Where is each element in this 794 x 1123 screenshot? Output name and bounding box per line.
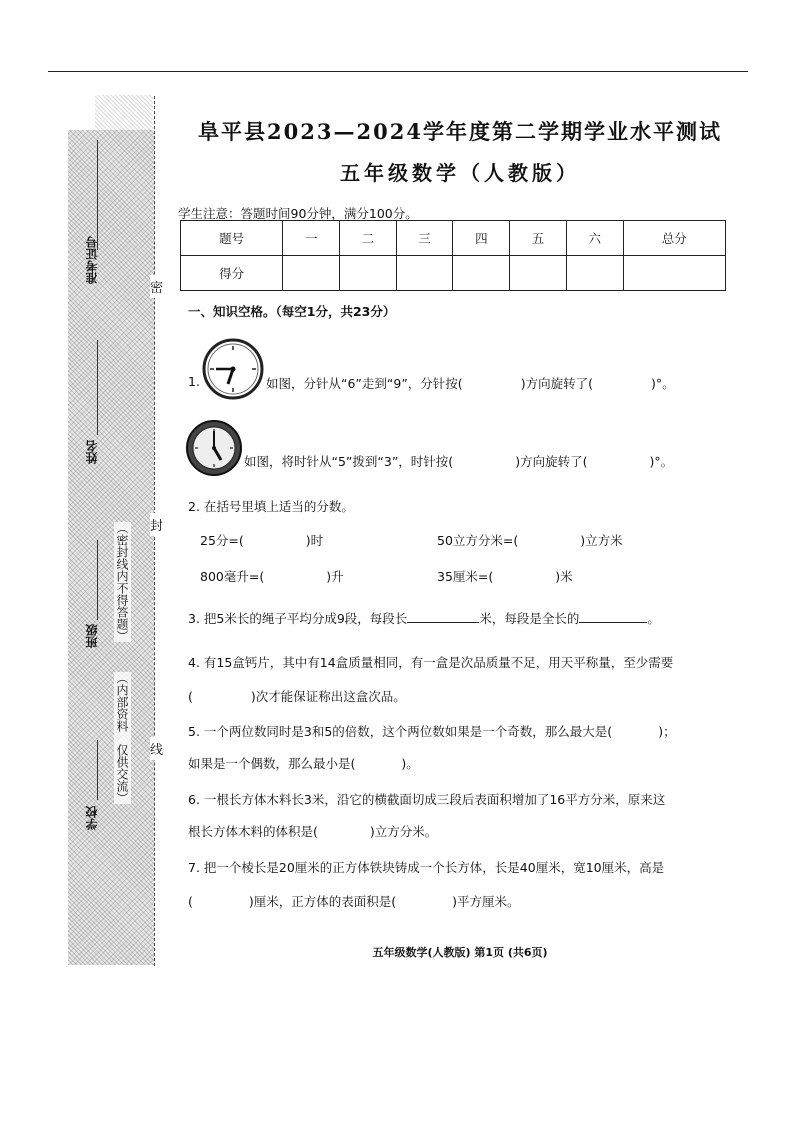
- question-6-line2: [188, 822, 437, 840]
- score-header-cell: 六: [566, 221, 623, 256]
- q2d-part2: )米: [555, 569, 573, 584]
- q3-blank-length[interactable]: [407, 612, 479, 623]
- score-cell[interactable]: [396, 256, 453, 291]
- score-table-header-row: [181, 221, 726, 256]
- student-notice: 学生注意：答题时间90分钟，满分100分。: [178, 206, 418, 221]
- score-cell[interactable]: [340, 256, 397, 291]
- page-subtitle: 五年级数学（人教版）: [340, 161, 580, 185]
- field-label-exam-id: 准考证号: [85, 236, 99, 284]
- q1b-part1: 如图，将时针从“5”拨到“3”，时针按(: [244, 454, 454, 469]
- q2c-part1: 800毫升=(: [200, 569, 265, 584]
- q3-part1: 3. 把5米长的绳子平均分成9段，每段长: [188, 611, 408, 626]
- field-label-school: 学校: [85, 806, 99, 830]
- q5-part2: )；: [658, 724, 676, 739]
- question-4-line2: [188, 687, 406, 705]
- score-header-cell: 二: [340, 221, 397, 256]
- page-title: 阜平县2023—2024学年度第二学期学业水平测试: [198, 119, 722, 144]
- question-3: [188, 609, 660, 627]
- field-label-name: 姓名: [85, 440, 99, 464]
- q2d-part1: 35厘米=(: [437, 569, 494, 584]
- score-cell[interactable]: [453, 256, 510, 291]
- seal-char-feng: 封: [150, 513, 163, 536]
- q2c-part2: )升: [326, 569, 344, 584]
- score-row-label: 得分: [181, 256, 283, 291]
- q6-part2: )立方分米。: [369, 824, 438, 839]
- q4-part1: (: [188, 689, 193, 704]
- question-7-line1: 7. 把一个棱长是20厘米的正方体铁块铸成一个长方体，长是40厘米，宽10厘米，高是: [188, 860, 665, 875]
- score-header-cell: 题号: [181, 221, 283, 256]
- question-4-line1: 4. 有15盒钙片，其中有14盒质量相同，有一盒是次品质量不足，用天平称量，至少需要: [188, 655, 674, 670]
- q3-part3: 。: [647, 611, 660, 626]
- section-1-title: 一、知识空格。（每空1分，共23分）: [188, 304, 396, 319]
- question-2c: [200, 567, 344, 585]
- score-cell[interactable]: [283, 256, 340, 291]
- field-line: [97, 740, 98, 800]
- page-footer: 五年级数学(人教版) 第1页 (共6页): [372, 946, 548, 959]
- q2a-part1: 25分=(: [200, 533, 244, 548]
- clock-icon: [202, 338, 264, 400]
- score-table-score-row: [181, 256, 726, 291]
- q7-part1: (: [188, 894, 193, 909]
- score-header-cell: 一: [283, 221, 340, 256]
- question-1a-text: [266, 374, 675, 392]
- binding-note-internal: （内部资料 仅供交流）: [115, 672, 129, 804]
- question-1-number: 1.: [188, 374, 200, 389]
- q2b-part1: 50立方分米=(: [437, 533, 519, 548]
- score-cell[interactable]: [510, 256, 567, 291]
- q7-part3: )平方厘米。: [452, 894, 520, 909]
- q3-blank-fraction[interactable]: [579, 612, 647, 623]
- binding-note-no-answer: （密封线内不得答题）: [115, 522, 129, 642]
- seal-char-mi: 密: [150, 275, 163, 298]
- q2a-part2: )时: [305, 533, 324, 548]
- question-5-line1: [188, 722, 676, 740]
- q1a-part1: 如图，分针从“6”走到“9”，分针按(: [266, 376, 463, 391]
- score-header-cell: 四: [453, 221, 510, 256]
- score-table: [180, 220, 726, 291]
- q5-part3: 如果是一个偶数，那么最小是(: [188, 756, 356, 771]
- q1b-part3: )°。: [649, 454, 674, 469]
- binding-strip-top: [95, 95, 153, 135]
- score-header-cell: 三: [396, 221, 453, 256]
- question-5-line2: [188, 754, 419, 772]
- score-cell[interactable]: [623, 256, 725, 291]
- field-line: [97, 140, 98, 250]
- q1a-part3: )°。: [650, 376, 675, 391]
- top-rule: [48, 71, 748, 72]
- score-header-cell: 五: [510, 221, 567, 256]
- field-label-class: 班级: [85, 624, 99, 648]
- question-2b: [437, 531, 623, 549]
- q6-part1: 根长方体木料的体积是(: [188, 824, 318, 839]
- question-2a: [200, 531, 323, 549]
- question-6-line1: 6. 一根长方体木料长3米，沿它的横截面切成三段后表面积增加了16平方分米，原来这: [188, 792, 666, 807]
- binding-strip: [68, 130, 154, 965]
- q1a-part2: )方向旋转了(: [520, 376, 593, 391]
- q4-part2: )次才能保证称出这盒次品。: [250, 689, 406, 704]
- question-7-line2: [188, 892, 520, 910]
- score-header-cell: 总分: [623, 221, 725, 256]
- question-2d: [437, 567, 573, 585]
- q1b-part2: )方向旋转了(: [515, 454, 588, 469]
- q5-part4: )。: [401, 756, 419, 771]
- q3-part2: 米，每段是全长的: [479, 611, 580, 626]
- score-cell[interactable]: [566, 256, 623, 291]
- seal-char-xian: 线: [150, 737, 163, 760]
- q7-part2: )厘米，正方体的表面积是(: [248, 894, 397, 909]
- question-2-text: 2. 在括号里填上适当的分数。: [188, 499, 354, 514]
- field-line: [97, 340, 98, 435]
- field-line: [97, 540, 98, 620]
- question-1b-text: [244, 452, 673, 470]
- q5-part1: 5. 一个两位数同时是3和5的倍数，这个两位数如果是一个奇数，那么最大是(: [188, 724, 613, 739]
- clock-icon: [186, 420, 242, 476]
- q2b-part2: )立方米: [580, 533, 623, 548]
